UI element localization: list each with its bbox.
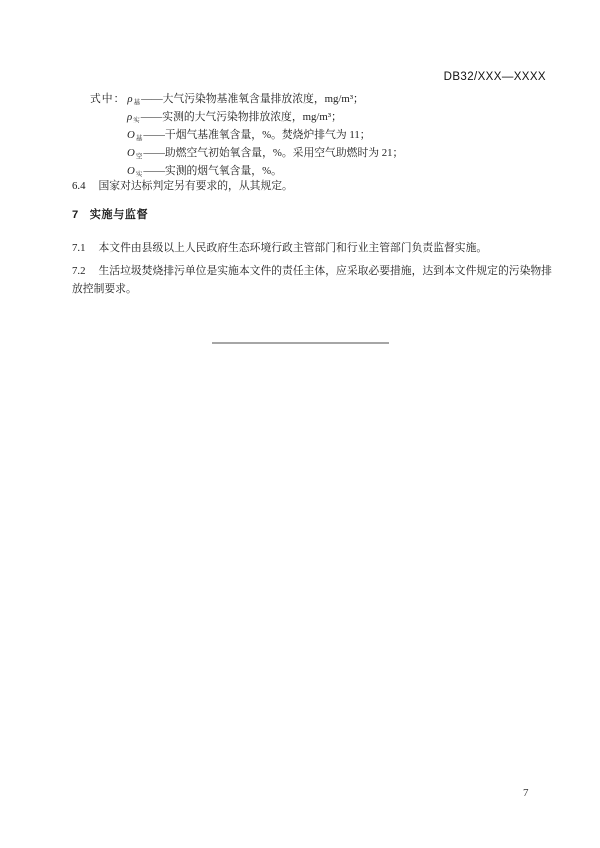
section-number: 7.1 xyxy=(72,242,86,254)
horizontal-divider xyxy=(212,342,389,344)
document-code-header: DB32/XXX—XXXX xyxy=(443,71,546,83)
section-7-1 xyxy=(72,239,487,257)
formula-definitions xyxy=(90,92,403,182)
term-description: ——实测的烟气氧含量，%。 xyxy=(143,165,282,177)
term-symbol: O xyxy=(127,147,135,159)
term-description: ——干烟气基准氧含量，%。焚烧炉排气为 11； xyxy=(143,129,371,141)
section-7-heading xyxy=(72,206,148,224)
formula-term xyxy=(125,110,403,128)
term-subscript: 基 xyxy=(135,135,143,142)
term-symbol: ρ xyxy=(127,111,133,123)
formula-term xyxy=(125,146,403,164)
term-description: ——助燃空气初始氧含量，%。采用空气助燃时为 21； xyxy=(143,147,404,159)
term-symbol: O xyxy=(127,165,135,177)
section-text: 国家对达标判定另有要求的，从其规定。 xyxy=(98,180,293,192)
formula-where-label: 式中： xyxy=(90,93,126,105)
term-subscript: 基 xyxy=(133,99,141,106)
section-text: 本文件由县级以上人民政府生态环境行政主管部门和行业主管部门负责监督实施。 xyxy=(98,242,488,254)
page-number: 7 xyxy=(523,787,529,799)
section-number: 6.4 xyxy=(72,180,86,192)
term-symbol: O xyxy=(127,129,135,141)
section-text: 生活垃圾焚烧排污单位是实施本文件的责任主体，应采取必要措施，达到本文件规定的污染物排放控制要求。 xyxy=(72,265,552,295)
section-number: 7.2 xyxy=(72,265,86,277)
formula-term xyxy=(125,128,403,146)
section-title: 实施与监督 xyxy=(89,209,149,221)
section-7-2 xyxy=(72,262,553,298)
term-subscript: 实 xyxy=(133,117,140,124)
section-6-4 xyxy=(72,177,293,195)
term-subscript: 实 xyxy=(135,171,143,178)
term-description: ——大气污染物基准氧含量排放浓度，mg/m³； xyxy=(141,93,364,105)
term-symbol: ρ xyxy=(127,93,133,105)
formula-term xyxy=(90,92,403,110)
section-number: 7 xyxy=(72,209,79,221)
term-description: ——实测的大气污染物排放浓度，mg/m³； xyxy=(140,111,342,123)
term-subscript: 空 xyxy=(135,153,143,160)
